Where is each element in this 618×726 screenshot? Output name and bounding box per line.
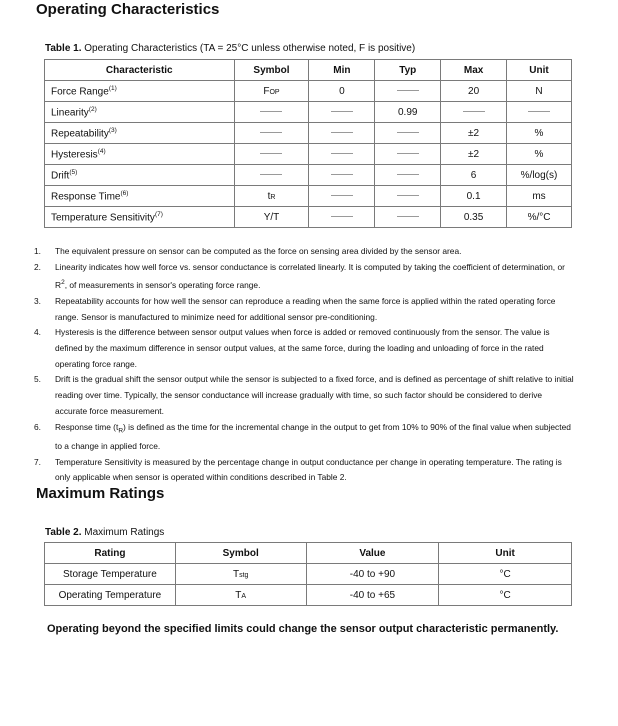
max-cell <box>441 144 507 165</box>
footnote-item <box>34 260 574 294</box>
dash-placeholder <box>331 174 353 175</box>
header-typ: Typ <box>375 60 441 81</box>
footnote-ref: (2) <box>88 105 97 113</box>
typ-cell <box>375 207 441 228</box>
footnote-text <box>55 420 574 455</box>
dash-placeholder <box>397 174 419 175</box>
typ-cell <box>375 81 441 102</box>
symbol-base: T <box>235 589 242 601</box>
characteristic-label: Drift <box>51 170 70 182</box>
footnote-ref: (7) <box>154 210 163 218</box>
header-characteristic: Characteristic <box>45 60 235 81</box>
characteristic-cell <box>45 186 235 207</box>
table1-caption <box>45 43 415 54</box>
table2-caption-text: Maximum Ratings <box>84 527 165 538</box>
header-unit: Unit <box>507 60 572 81</box>
min-cell <box>309 207 375 228</box>
rating-label: Storage Temperature <box>63 568 157 580</box>
cell-value: ±2 <box>468 148 480 160</box>
footnote-text <box>55 260 574 294</box>
unit: °C <box>499 568 511 580</box>
symbol-subscript: stg <box>239 571 249 579</box>
typ-cell <box>375 165 441 186</box>
footnote-item <box>34 244 574 260</box>
characteristic-cell <box>45 207 235 228</box>
header-max: Max <box>441 60 507 81</box>
characteristic-cell <box>45 102 235 123</box>
characteristic-label: Response Time <box>51 191 121 203</box>
dash-placeholder <box>397 195 419 196</box>
footnote-ref: (3) <box>108 126 117 134</box>
warning-text: Operating beyond the specified limits could change the sensor output characteristic permanently. <box>47 623 559 635</box>
footnote-text-part: Linearity indicates how well force vs. sensor conductance is correlated linearly. It is computed by taking the coefficient of determination, or R <box>55 261 565 291</box>
section-title-operating-characteristics: Operating Characteristics <box>36 1 220 18</box>
symbol-cell <box>234 81 309 102</box>
symbol-subscript: A <box>241 592 247 600</box>
footnote-item <box>34 325 574 372</box>
symbol-subscript: R <box>270 193 276 201</box>
table2-caption-label: Table 2. <box>45 527 82 538</box>
characteristic-label: Linearity <box>51 107 89 119</box>
dash-placeholder <box>397 153 419 154</box>
unit-cell <box>439 564 572 585</box>
footnote-ref: (4) <box>97 147 106 155</box>
footnote-number: 6. <box>34 421 41 432</box>
footnote-ref: (6) <box>120 189 129 197</box>
value-cell <box>306 585 439 606</box>
footnote-number: 5. <box>34 374 41 385</box>
cell-value: 20 <box>468 85 480 97</box>
header-symbol: Symbol <box>234 60 309 81</box>
typ-cell <box>375 123 441 144</box>
min-cell <box>309 81 375 102</box>
dash-placeholder <box>331 132 353 133</box>
unit-cell <box>507 123 572 144</box>
symbol-cell <box>234 123 309 144</box>
header-value: Value <box>306 543 439 564</box>
dash-placeholder <box>331 195 353 196</box>
symbol-cell <box>234 186 309 207</box>
footnote-number: 2. <box>34 261 41 272</box>
table-row <box>45 207 572 228</box>
unit-cell <box>507 144 572 165</box>
cell-value: N <box>535 85 543 97</box>
characteristic-label: Force Range <box>51 86 109 98</box>
min-cell <box>309 144 375 165</box>
subscript: R <box>118 427 124 435</box>
value: -40 to +90 <box>349 568 396 580</box>
max-cell <box>441 123 507 144</box>
footnote-text: The equivalent pressure on sensor can be computed as the force on sensing area divided by the sensor area. <box>55 246 462 256</box>
table-row <box>45 186 572 207</box>
footnote-item <box>34 455 574 486</box>
min-cell <box>309 102 375 123</box>
cell-value: 6 <box>470 169 477 181</box>
footnote-item <box>34 372 574 419</box>
table1-caption-label: Table 1. <box>45 43 82 54</box>
symbol-cell <box>175 564 306 585</box>
characteristic-label: Temperature Sensitivity <box>51 212 155 224</box>
cell-value: 0 <box>339 85 345 97</box>
footnote-text-part: , of measurements in sensor's operating force range. <box>64 280 261 291</box>
table-row <box>45 165 572 186</box>
cell-value: % <box>534 148 544 160</box>
dash-placeholder <box>260 111 282 112</box>
characteristic-label: Hysteresis <box>51 149 98 161</box>
symbol-cell <box>234 144 309 165</box>
table-row <box>45 144 572 165</box>
table-row <box>45 123 572 144</box>
dash-placeholder <box>331 216 353 217</box>
unit-cell <box>439 585 572 606</box>
cell-value: Y/T <box>263 211 280 223</box>
dash-placeholder <box>260 174 282 175</box>
characteristic-label: Repeatability <box>51 128 109 140</box>
unit: °C <box>499 589 511 601</box>
unit-cell <box>507 81 572 102</box>
footnote-item <box>34 420 574 455</box>
header-rating: Rating <box>45 543 176 564</box>
symbol-base: F <box>263 85 270 97</box>
unit-cell <box>507 165 572 186</box>
header-unit: Unit <box>439 543 572 564</box>
max-cell <box>441 207 507 228</box>
superscript: 2 <box>61 279 65 287</box>
table-row <box>45 81 572 102</box>
footnote-ref: (5) <box>69 168 78 176</box>
unit-cell <box>507 102 572 123</box>
header-min: Min <box>309 60 375 81</box>
cell-value: % <box>534 127 544 139</box>
footnote-text: Temperature Sensitivity is measured by the percentage change in output conductance per change in operating temperature. The rating is only applicable when sensor is operated within conditions described in Table 2. <box>55 456 562 483</box>
symbol-base: T <box>232 568 240 580</box>
symbol-cell <box>234 207 309 228</box>
symbol-cell <box>175 585 306 606</box>
min-cell <box>309 123 375 144</box>
dash-placeholder <box>260 153 282 154</box>
footnote-text: Repeatability accounts for how well the sensor can reproduce a reading when the same force is applied within the rated operating force range. Sensor is manufactured to minimize need for additional sensor pre-conditioning. <box>55 295 556 322</box>
min-cell <box>309 186 375 207</box>
characteristic-cell <box>45 123 235 144</box>
unit-cell <box>507 207 572 228</box>
dash-placeholder <box>397 90 419 91</box>
table-row <box>45 102 572 123</box>
cell-value: %/°C <box>527 211 551 223</box>
operating-characteristics-table <box>44 59 572 228</box>
footnote-text-part: Response time (t <box>55 421 119 432</box>
value: -40 to +65 <box>349 589 396 601</box>
typ-cell <box>375 186 441 207</box>
footnote-text: Hysteresis is the difference between sensor output values when force is added or removed continuously from the sensor. The value is defined by the maximum difference in sensor output values, at the same force, during the loading and unloading of force in the rated operating force range. <box>55 327 550 369</box>
rating-cell <box>45 585 176 606</box>
max-cell <box>441 186 507 207</box>
typ-cell <box>375 102 441 123</box>
footnote-text: Drift is the gradual shift the sensor output while the sensor is subjected to a fixed force, and is defined as percentage of shift relative to initial reading over time. Typically, the sensor conductance will increase gradually with time, so such factor should be considered to derive accurate force measurement. <box>55 374 574 416</box>
cell-value: ±2 <box>468 127 480 139</box>
footnote-number: 3. <box>34 295 41 306</box>
footnote-number: 1. <box>34 246 41 256</box>
symbol-base: t <box>267 190 271 202</box>
table2-caption <box>45 527 164 538</box>
max-cell <box>441 165 507 186</box>
rating-cell <box>45 564 176 585</box>
cell-value: 0.1 <box>466 190 481 202</box>
table-row <box>45 564 572 585</box>
rating-label: Operating Temperature <box>58 589 162 601</box>
table1-caption-text: Operating Characteristics (TA = 25°C unless otherwise noted, F is positive) <box>84 43 416 54</box>
table-header-row <box>45 60 572 81</box>
dash-placeholder <box>331 153 353 154</box>
value-cell <box>306 564 439 585</box>
min-cell <box>309 165 375 186</box>
characteristic-cell <box>45 81 235 102</box>
cell-value: ms <box>532 190 546 202</box>
characteristic-cell <box>45 144 235 165</box>
dash-placeholder <box>528 111 550 112</box>
symbol-cell <box>234 165 309 186</box>
max-cell <box>441 81 507 102</box>
section-title-maximum-ratings: Maximum Ratings <box>36 485 165 502</box>
footnotes-list <box>34 244 574 486</box>
footnote-text-part: ) is defined as the time for the incremental change in the output to get from 10% to 90% of the final value when subjected to a change in applied force. <box>55 421 571 451</box>
header-symbol: Symbol <box>175 543 306 564</box>
table-row <box>45 585 572 606</box>
cell-value: %/log(s) <box>520 169 558 181</box>
maximum-ratings-table <box>44 542 572 606</box>
table-header-row <box>45 543 572 564</box>
dash-placeholder <box>260 132 282 133</box>
unit-cell <box>507 186 572 207</box>
characteristic-cell <box>45 165 235 186</box>
symbol-subscript: OP <box>269 88 280 96</box>
max-cell <box>441 102 507 123</box>
cell-value: 0.99 <box>397 106 418 118</box>
cell-value: 0.35 <box>463 211 484 223</box>
dash-placeholder <box>397 132 419 133</box>
symbol-cell <box>234 102 309 123</box>
footnote-ref: (1) <box>108 84 117 92</box>
footnote-number: 7. <box>34 456 41 467</box>
dash-placeholder <box>463 111 485 112</box>
footnote-number: 4. <box>34 327 41 338</box>
dash-placeholder <box>331 111 353 112</box>
footnote-item <box>34 294 574 325</box>
typ-cell <box>375 144 441 165</box>
dash-placeholder <box>397 216 419 217</box>
